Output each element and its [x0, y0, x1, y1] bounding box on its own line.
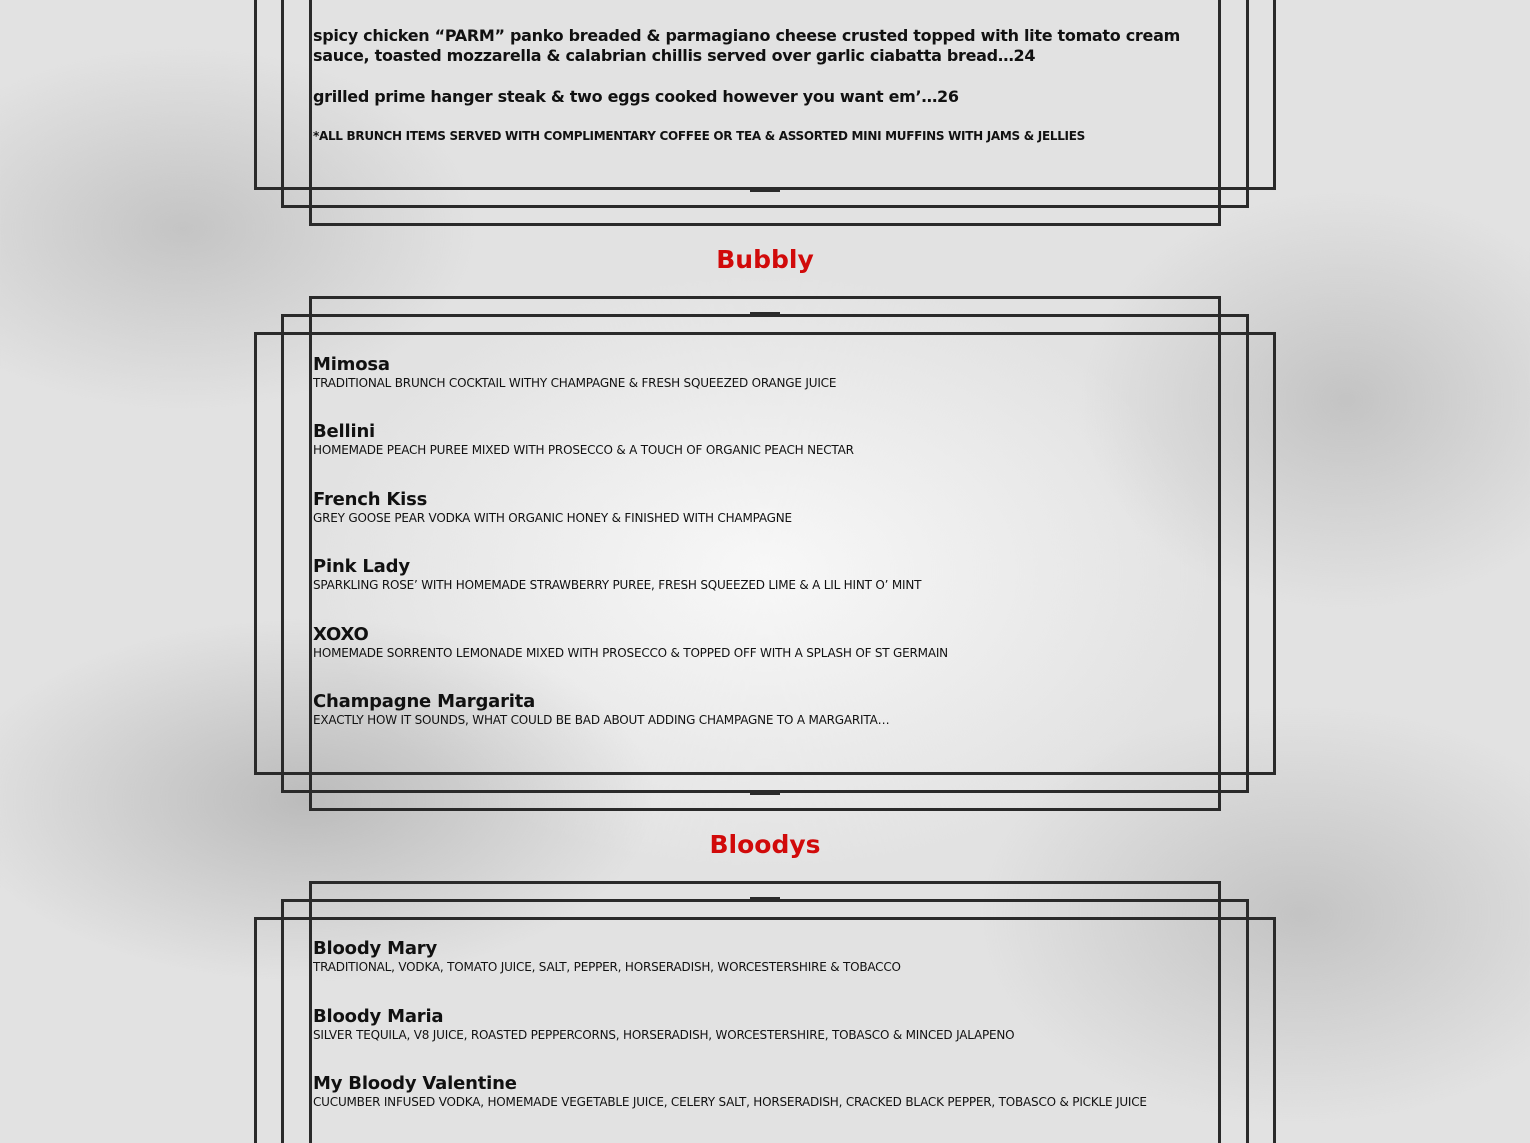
- item-name: XOXO: [313, 624, 369, 645]
- bubbly-item-champagne-margarita: [313, 692, 1213, 727]
- bloodys-item-my-bloody-valentine: [313, 1074, 1213, 1109]
- section-heading-bloodys: Bloodys: [709, 830, 821, 859]
- section-heading-bubbly: Bubbly: [716, 245, 814, 274]
- bubbly-item-mimosa: [313, 355, 1213, 390]
- brunch-item-steak-eggs: grilled prime hanger steak & two eggs cooked however you want em’…26: [313, 87, 959, 106]
- item-description: TRADITIONAL BRUNCH COCKTAIL WITHY CHAMPAGNE & FRESH SQUEEZED ORANGE JUICE: [313, 376, 837, 390]
- item-name: Champagne Margarita: [313, 691, 536, 712]
- item-description: CUCUMBER INFUSED VODKA, HOMEMADE VEGETABLE JUICE, CELERY SALT, HORSERADISH, CRACKED BLACK PEPPER, TOBASCO & PICKLE JUICE: [313, 1095, 1147, 1109]
- item-name: Pink Lady: [313, 556, 410, 577]
- item-description: SPARKLING ROSE’ WITH HOMEMADE STRAWBERRY PUREE, FRESH SQUEEZED LIME & A LIL HINT O’ MINT: [313, 578, 922, 592]
- brunch-note: *ALL BRUNCH ITEMS SERVED WITH COMPLIMENTARY COFFEE OR TEA & ASSORTED MINI MUFFINS WITH JAMS & JELLIES: [313, 129, 1085, 143]
- bubbly-item-bellini: [313, 422, 1213, 457]
- item-description: HOMEMADE SORRENTO LEMONADE MIXED WITH PROSECCO & TOPPED OFF WITH A SPLASH OF ST GERMAIN: [313, 646, 948, 660]
- item-name: Bloody Mary: [313, 938, 437, 959]
- bubbly-item-xoxo: [313, 625, 1213, 660]
- brunch-item-chicken-parm: spicy chicken “PARM” panko breaded & parmagiano cheese crusted topped with lite tomato cream sauce, toasted mozzarella & calabrian chillis served over garlic ciabatta bread…24: [313, 26, 1180, 65]
- item-name: My Bloody Valentine: [313, 1073, 517, 1094]
- item-name: Bloody Maria: [313, 1006, 444, 1027]
- bloodys-item-bloody-maria: [313, 1007, 1213, 1042]
- bubbly-item-french-kiss: [313, 490, 1213, 525]
- item-description: TRADITIONAL, VODKA, TOMATO JUICE, SALT, PEPPER, HORSERADISH, WORCESTERSHIRE & TOBACCO: [313, 960, 901, 974]
- item-name: French Kiss: [313, 489, 428, 510]
- item-name: Mimosa: [313, 354, 390, 375]
- bloodys-item-bloody-mary: [313, 939, 1213, 974]
- item-name: Bellini: [313, 421, 376, 442]
- item-description: SILVER TEQUILA, V8 JUICE, ROASTED PEPPERCORNS, HORSERADISH, WORCESTERSHIRE, TOBASCO & MINCED JALAPENO: [313, 1028, 1015, 1042]
- item-description: EXACTLY HOW IT SOUNDS, WHAT COULD BE BAD ABOUT ADDING CHAMPAGNE TO A MARGARITA…: [313, 713, 890, 727]
- bubbly-item-pink-lady: [313, 557, 1213, 592]
- item-description: HOMEMADE PEACH PUREE MIXED WITH PROSECCO & A TOUCH OF ORGANIC PEACH NECTAR: [313, 443, 854, 457]
- item-description: GREY GOOSE PEAR VODKA WITH ORGANIC HONEY & FINISHED WITH CHAMPAGNE: [313, 511, 792, 525]
